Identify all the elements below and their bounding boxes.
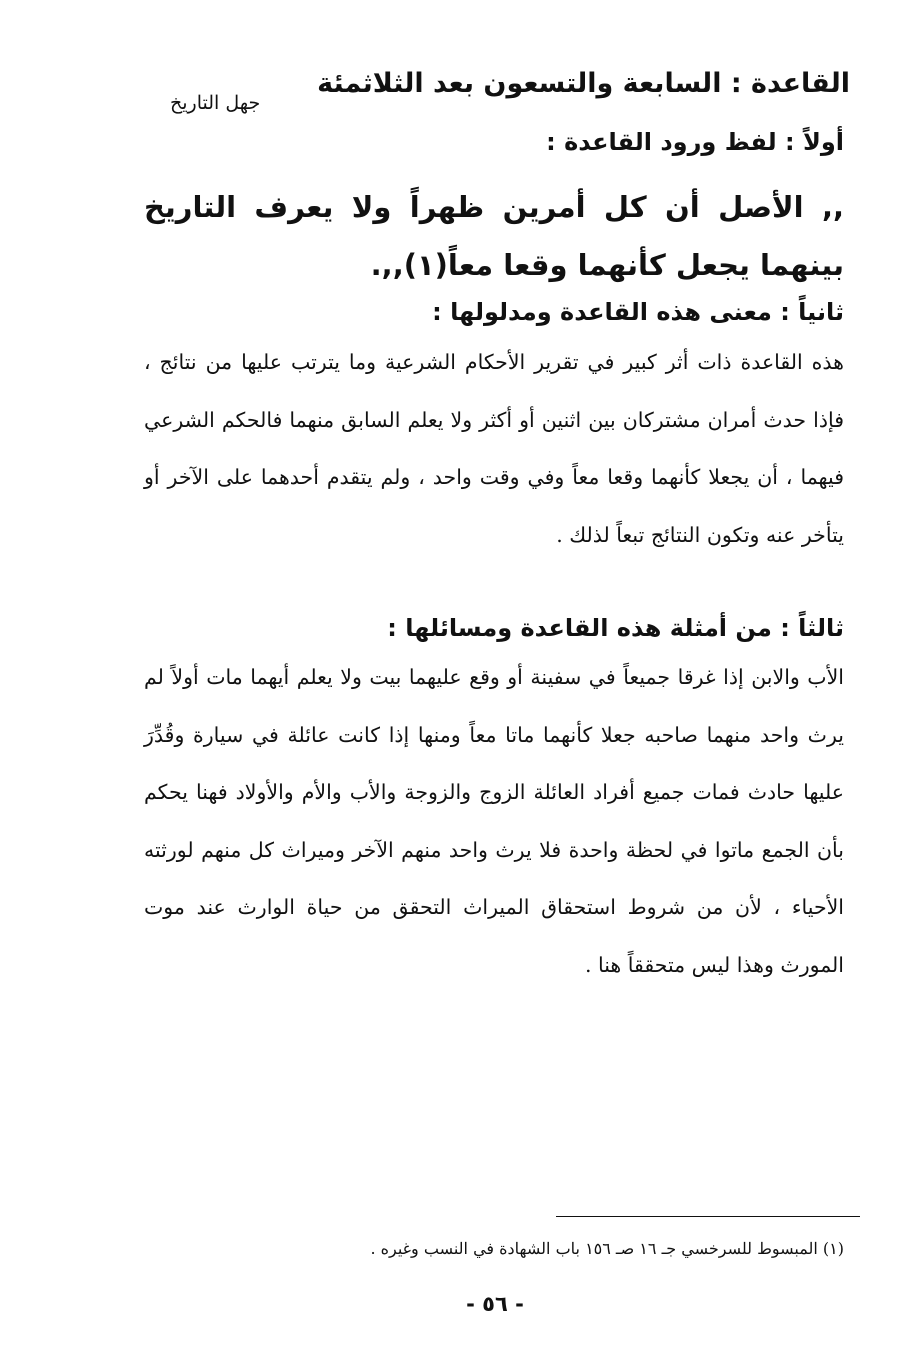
section-body-2: هذه القاعدة ذات أثر كبير في تقرير الأحكام الشرعية وما يترتب عليها من نتائج ، فإذا حدث أمران مشتركان بين اثنين أو أكثر ولا يعلم السابق منهما فالحكم الشرعي فيهما ، أن يجعلا كأنهما وقعا معاً وفي وقت واحد ، ولم يتقدم أحدهما على الآخر أو يتأخر عنه وتكون النتائج تبعاً لذلك . bbox=[144, 350, 844, 547]
rule-quote: ,, الأصل أن كل أمرين ظهراً ولا يعرف التاريخ بينهما يجعل كأنهما وقعا معاً(١),,. bbox=[144, 190, 844, 282]
section-heading-2: ثانياً : معنى هذه القاعدة ومدلولها : bbox=[432, 298, 844, 326]
rule-title: القاعدة : السابعة والتسعون بعد الثلاثمئة bbox=[317, 68, 850, 99]
footnote: (١) المبسوط للسرخسي جـ ١٦ صـ ١٥٦ باب الشهادة في النسب وغيره . bbox=[370, 1239, 844, 1258]
section-body-3: الأب والابن إذا غرقا جميعاً في سفينة أو وقع عليهما بيت ولا يعلم أيهما مات أولاً لم يرث واحد منهما صاحبه جعلا كأنهما ماتا معاً ومنها إذا كانت عائلة في سيارة وقُدِّرَ عليها حادث فمات جميع أفراد العائلة الزوج والزوجة والأب والأم والأولاد فهنا يحكم بأن الجمع ماتوا في لحظة واحدة فلا يرث واحد منهم الآخر وميراث كل منهم لورثته الأحياء ، لأن من شروط استحقاق الميراث التحقق من حياة الوارث عند موت المورث وهذا ليس متحققاً هنا . bbox=[144, 665, 844, 977]
running-head: جهل التاريخ bbox=[170, 92, 261, 114]
page-header bbox=[150, 68, 850, 118]
section-heading-3: ثالثاً : من أمثلة هذه القاعدة ومسائلها : bbox=[387, 614, 844, 642]
section-heading-1: أولاً : لفظ ورود القاعدة : bbox=[546, 128, 844, 156]
footnote-divider bbox=[556, 1216, 860, 1217]
page-number: - ٥٦ - bbox=[466, 1292, 524, 1316]
